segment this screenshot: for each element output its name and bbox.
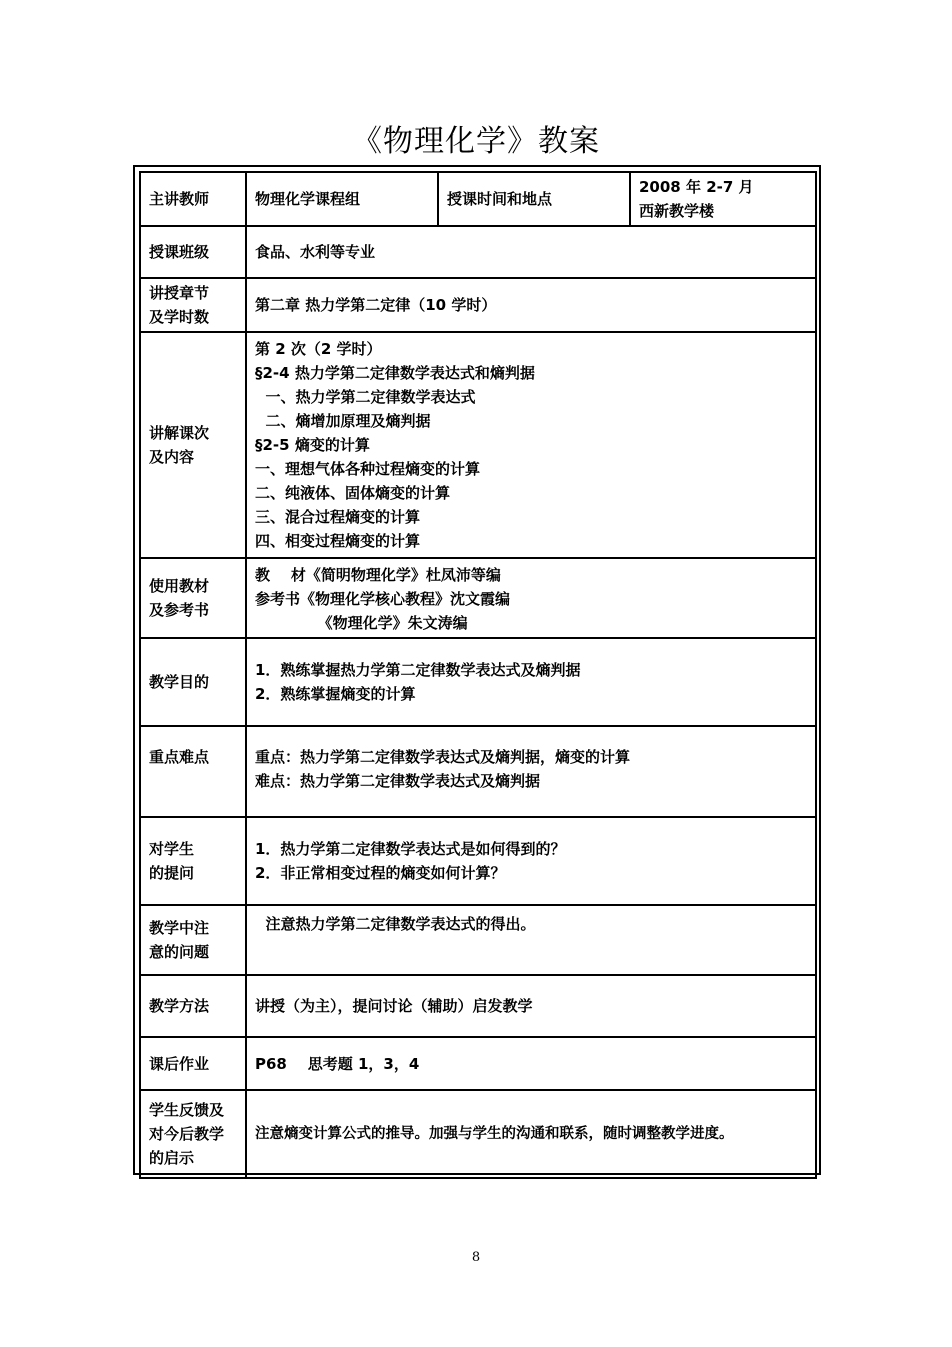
textbook-line: 《物理化学》朱文涛编 bbox=[255, 614, 468, 632]
attention-label-line-2: 意的问题 bbox=[149, 943, 210, 961]
row-class bbox=[140, 226, 816, 278]
row-content bbox=[140, 332, 816, 558]
content-label-line-1: 讲解课次 bbox=[149, 424, 210, 442]
homework-label: 课后作业 bbox=[140, 1037, 246, 1090]
teacher-value: 物理化学课程组 bbox=[246, 172, 438, 226]
chapter-label-line-2: 及学时数 bbox=[149, 308, 210, 326]
content-line: §2-4 热力学第二定律数学表达式和熵判据 bbox=[255, 364, 535, 382]
key-point-line: 重点：热力学第二定律数学表达式及熵判据，熵变的计算 bbox=[255, 748, 631, 766]
content-line: 一、理想气体各种过程熵变的计算 bbox=[255, 460, 481, 478]
goal-line: 2．熟练掌握熵变的计算 bbox=[255, 685, 416, 703]
goals-value bbox=[246, 638, 816, 726]
content-line: 四、相变过程熵变的计算 bbox=[255, 532, 421, 550]
textbooks-value bbox=[246, 558, 816, 638]
row-teacher bbox=[140, 172, 816, 226]
content-line: 二、纯液体、固体熵变的计算 bbox=[255, 484, 451, 502]
chapter-label bbox=[140, 278, 246, 332]
question-line: 1．热力学第二定律数学表达式是如何得到的？ bbox=[255, 840, 566, 858]
content-line: 二、熵增加原理及熵判据 bbox=[255, 412, 431, 430]
row-goals bbox=[140, 638, 816, 726]
lesson-plan-frame bbox=[133, 165, 821, 1175]
textbooks-label-line-1: 使用教材 bbox=[149, 577, 210, 595]
questions-label-line-2: 的提问 bbox=[149, 864, 195, 882]
feedback-label-line-2: 对今后教学 bbox=[149, 1125, 225, 1143]
textbook-line: 参考书《物理化学核心教程》沈文霞编 bbox=[255, 590, 511, 608]
content-label bbox=[140, 332, 246, 558]
row-questions bbox=[140, 817, 816, 905]
lesson-plan-table bbox=[139, 171, 817, 1179]
row-homework bbox=[140, 1037, 816, 1090]
content-line: 三、混合过程熵变的计算 bbox=[255, 508, 421, 526]
key-points-label: 重点难点 bbox=[140, 726, 246, 817]
attention-value bbox=[246, 905, 816, 975]
content-label-line-2: 及内容 bbox=[149, 448, 195, 466]
content-value bbox=[246, 332, 816, 558]
row-method bbox=[140, 975, 816, 1037]
key-point-line: 难点：热力学第二定律数学表达式及熵判据 bbox=[255, 772, 541, 790]
time-place-label: 授课时间和地点 bbox=[438, 172, 630, 226]
row-attention bbox=[140, 905, 816, 975]
row-chapter bbox=[140, 278, 816, 332]
attention-label bbox=[140, 905, 246, 975]
goal-line: 1．熟练掌握热力学第二定律数学表达式及熵判据 bbox=[255, 661, 581, 679]
method-value: 讲授（为主），提问讨论（辅助）启发教学 bbox=[246, 975, 816, 1037]
textbooks-label bbox=[140, 558, 246, 638]
content-line: 一、热力学第二定律数学表达式 bbox=[255, 388, 476, 406]
class-value: 食品、水利等专业 bbox=[246, 226, 816, 278]
feedback-label bbox=[140, 1090, 246, 1178]
row-textbooks bbox=[140, 558, 816, 638]
row-key-points bbox=[140, 726, 816, 817]
content-line: §2-5 熵变的计算 bbox=[255, 436, 370, 454]
attention-label-line-1: 教学中注 bbox=[149, 919, 210, 937]
feedback-label-line-1: 学生反馈及 bbox=[149, 1101, 225, 1119]
content-line: 第 2 次（2 学时） bbox=[255, 340, 382, 358]
feedback-value: 注意熵变计算公式的推导。加强与学生的沟通和联系，随时调整教学进度。 bbox=[246, 1090, 816, 1178]
chapter-value: 第二章 热力学第二定律（10 学时） bbox=[246, 278, 816, 332]
feedback-label-line-3: 的启示 bbox=[149, 1149, 195, 1167]
page-number: 8 bbox=[471, 1250, 481, 1265]
attention-text: 注意热力学第二定律数学表达式的得出。 bbox=[255, 915, 536, 933]
method-label: 教学方法 bbox=[140, 975, 246, 1037]
time-value: 2008 年 2-7 月 bbox=[639, 178, 754, 196]
questions-value bbox=[246, 817, 816, 905]
textbooks-label-line-2: 及参考书 bbox=[149, 601, 210, 619]
time-place-value bbox=[630, 172, 816, 226]
page-title: 《物理化学》教案 bbox=[352, 124, 600, 159]
textbook-line: 教 材《简明物理化学》杜凤沛等编 bbox=[255, 566, 501, 584]
key-points-value bbox=[246, 726, 816, 817]
questions-label bbox=[140, 817, 246, 905]
homework-value bbox=[246, 1037, 816, 1090]
goals-label: 教学目的 bbox=[140, 638, 246, 726]
chapter-label-line-1: 讲授章节 bbox=[149, 284, 210, 302]
questions-label-line-1: 对学生 bbox=[149, 840, 195, 858]
question-line: 2．非正常相变过程的熵变如何计算？ bbox=[255, 864, 506, 882]
row-feedback bbox=[140, 1090, 816, 1178]
homework-text: P68 思考题 1，3，4 bbox=[255, 1054, 420, 1073]
teacher-label: 主讲教师 bbox=[140, 172, 246, 226]
place-value: 西新教学楼 bbox=[639, 202, 715, 220]
class-label: 授课班级 bbox=[140, 226, 246, 278]
